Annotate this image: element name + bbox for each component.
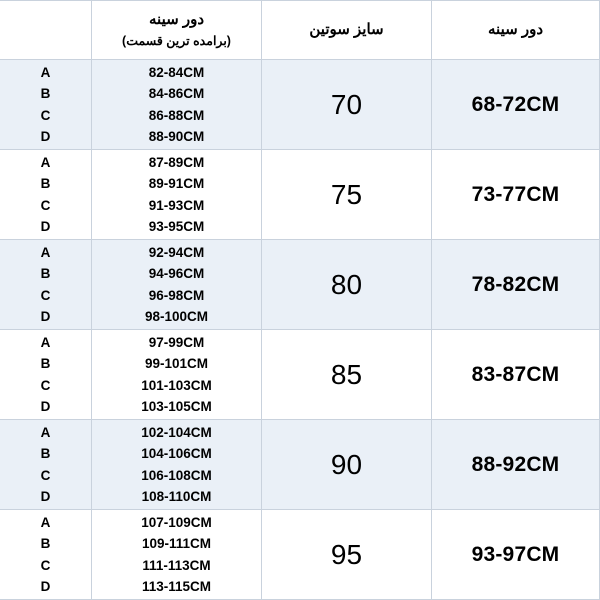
over-bust-value: 101-103CM [141, 377, 212, 393]
over-bust-value: 103-105CM [141, 398, 212, 414]
over-bust-value: 92-94CM [148, 245, 205, 261]
cell-bust: 88-92CM [432, 420, 600, 510]
cup-value: B [40, 446, 51, 462]
cell-bust: 73-77CM [432, 150, 600, 240]
cell-bra-size: 70 [262, 60, 432, 150]
over-bust-value: 106-108CM [141, 467, 212, 483]
cup-value: B [40, 176, 51, 192]
cell-bra-size: 75 [262, 150, 432, 240]
cell-over-bust [92, 420, 262, 510]
cup-value: B [40, 266, 51, 282]
table-row [0, 150, 600, 240]
over-bust-value: 108-110CM [141, 488, 212, 504]
over-bust-value: 104-106CM [141, 446, 212, 462]
table-header [0, 1, 600, 60]
table-row [0, 60, 600, 150]
cell-over-bust [92, 240, 262, 330]
over-bust-value: 96-98CM [148, 287, 205, 303]
cup-value: C [40, 557, 51, 573]
table-row [0, 240, 600, 330]
cup-value: C [40, 467, 51, 483]
cup-value: C [40, 287, 51, 303]
over-bust-value: 87-89CM [148, 155, 205, 171]
cup-value: D [40, 578, 51, 594]
over-bust-value: 99-101CM [144, 356, 209, 372]
cup-value: A [40, 425, 51, 441]
header-over-bust-line2: (برامده ترین قسمت) [122, 33, 231, 48]
cup-value: A [40, 245, 51, 261]
cell-cup [0, 150, 92, 240]
header-row [0, 1, 600, 60]
over-bust-value: 109-111CM [141, 536, 212, 552]
cell-bust: 68-72CM [432, 60, 600, 150]
cup-value: D [40, 398, 51, 414]
cell-cup [0, 330, 92, 420]
cup-value: D [40, 218, 51, 234]
over-bust-value: 111-113CM [142, 557, 211, 573]
over-bust-value: 88-90CM [148, 128, 205, 144]
cup-value: B [40, 536, 51, 552]
table-row [0, 510, 600, 600]
cell-cup [0, 60, 92, 150]
cell-bust: 78-82CM [432, 240, 600, 330]
cell-cup [0, 240, 92, 330]
over-bust-value: 94-96CM [148, 266, 205, 282]
over-bust-value: 89-91CM [148, 176, 205, 192]
cup-value: D [40, 488, 51, 504]
cup-value: A [40, 335, 51, 351]
cup-value: C [40, 107, 51, 123]
over-bust-value: 113-115CM [141, 578, 212, 594]
over-bust-value: 82-84CM [148, 65, 205, 81]
over-bust-value: 93-95CM [148, 218, 205, 234]
cell-bra-size: 80 [262, 240, 432, 330]
cell-bra-size: 95 [262, 510, 432, 600]
over-bust-value: 107-109CM [141, 515, 212, 531]
table-row [0, 420, 600, 510]
cell-cup [0, 420, 92, 510]
cup-value: B [40, 86, 51, 102]
cup-value: D [40, 308, 51, 324]
over-bust-value: 84-86CM [148, 86, 205, 102]
cell-bust: 83-87CM [432, 330, 600, 420]
cup-value: A [40, 65, 51, 81]
over-bust-value: 97-99CM [148, 335, 205, 351]
header-over-bust [92, 1, 262, 60]
cell-over-bust [92, 510, 262, 600]
table-row [0, 330, 600, 420]
cell-bra-size: 90 [262, 420, 432, 510]
cell-over-bust [92, 330, 262, 420]
header-cup [0, 1, 92, 60]
cell-over-bust [92, 150, 262, 240]
cell-over-bust [92, 60, 262, 150]
cup-value: A [40, 155, 51, 171]
over-bust-value: 86-88CM [148, 107, 205, 123]
header-bra-size: سایز سوتین [262, 1, 432, 60]
cup-value: A [40, 515, 51, 531]
header-over-bust-line1: دور سینه [149, 11, 204, 29]
table-body [0, 60, 600, 600]
cup-value: C [40, 377, 51, 393]
cup-value: D [40, 128, 51, 144]
header-bust: دور سینه [432, 1, 600, 60]
cell-bust: 93-97CM [432, 510, 600, 600]
over-bust-value: 98-100CM [144, 308, 209, 324]
cup-value: B [40, 356, 51, 372]
cell-bra-size: 85 [262, 330, 432, 420]
over-bust-value: 102-104CM [141, 425, 212, 441]
cup-value: C [40, 197, 51, 213]
cell-cup [0, 510, 92, 600]
over-bust-value: 91-93CM [148, 197, 205, 213]
